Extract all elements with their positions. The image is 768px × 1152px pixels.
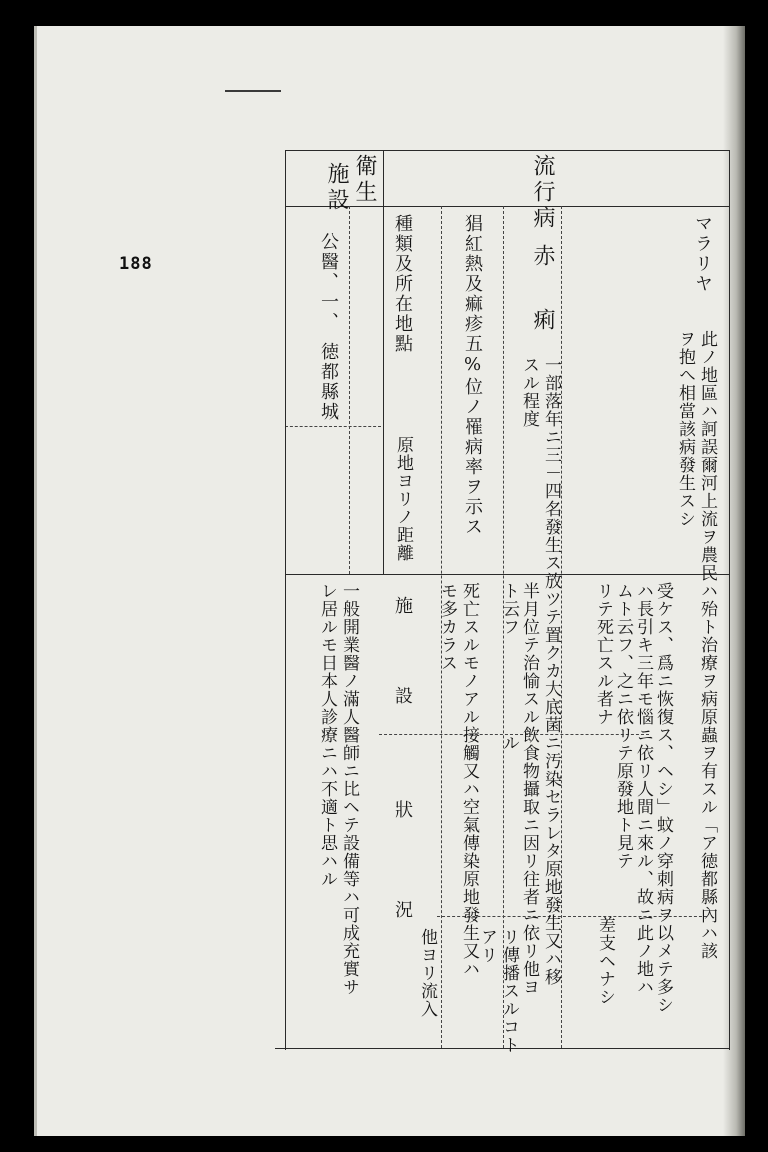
header-bottom-rule <box>285 206 729 207</box>
dysentery-text-line-5: ル <box>499 734 519 752</box>
dysentery-text-line-7: アリ <box>477 928 497 964</box>
hospital-location-rule <box>285 426 381 427</box>
page-number: 188 <box>119 254 153 274</box>
malaria-text-line-6: リテ死亡スル者ナ <box>593 582 613 726</box>
malaria-text-line-2: ヲ抱へ相當該病發生スシ <box>675 330 695 528</box>
dysentery-text-line-6: リ傳播スルコト <box>499 928 519 1054</box>
hospital-status-line-2: レ居ルモ日本人診療ニハ不適ト思ハル <box>317 582 337 888</box>
document-page <box>34 26 745 1136</box>
hospital-status-line-1: 一般開業醫ノ滿人醫師ニ比ヘテ設備等ハ可成充實サ <box>339 582 359 996</box>
facility-status-header-2: 設 <box>392 686 413 706</box>
malaria-text-line-1: 此ノ地區ハ訶誤爾河上流ヲ農民ハ殆ト治療ヲ病原蟲ヲ有スル「ア徳都縣內ハ該 <box>697 330 717 960</box>
mid-section-rule <box>285 574 729 575</box>
dysentery-text-line-1: 一部落年ニ三－四名發生ス放ツテ置クカ大底菌ニ汚染セラレタ原地發生又ハ移 <box>541 356 561 986</box>
distance-header: 原地ヨリノ距離 <box>393 436 413 562</box>
facility-status-header-4: 況 <box>392 900 413 920</box>
malaria-dysentery-divider <box>561 206 562 1048</box>
hygiene-title-1: 衛生 <box>352 154 377 206</box>
facility-status-header-1: 施 <box>392 596 413 616</box>
disease-name-red: 赤 <box>530 244 555 270</box>
scarlet-fever-text-line-2: 死亡スルモノアル接觸又ハ空氣傳染原地發生又ハ <box>459 582 479 978</box>
type-location-header: 種類及所在地點 <box>392 214 413 354</box>
malaria-text-line-5: ムト云フ、之ニ依リテ原發地ト見テ <box>613 582 633 870</box>
malaria-text-line-7: 差支ヘナシ <box>595 916 615 1006</box>
dysentery-text-line-4: ト云フ <box>499 582 519 636</box>
scarlet-fever-text-line-1: 猖紅熱及痲疹五%位ノ罹病率ヲ示ス <box>462 214 483 537</box>
hygiene-title-2: 施設 <box>324 162 349 214</box>
epidemic-title: 流行病 <box>530 154 555 232</box>
hospital-location: 徳都縣城 <box>318 342 339 422</box>
hospital-type: 公醫、一、 <box>318 232 339 332</box>
hygiene-epidemic-divider <box>383 150 384 574</box>
facility-status-header-3: 狀 <box>392 800 413 820</box>
scarlet-fever-text-line-4: 他ヨリ流入 <box>417 928 437 1018</box>
section-malaria-heading: マラリヤ <box>692 214 713 294</box>
disease-name-dysentery: 痢 <box>530 308 555 334</box>
dysentery-text-line-2: スル程度 <box>519 356 539 428</box>
hygiene-column-divider <box>349 206 350 574</box>
malaria-text-line-3: 受ケス、爲ニ恢復ス、ヘシ」蚊ノ穿刺病ヲ以メテ多シ <box>653 582 673 1014</box>
right-border <box>729 150 730 1050</box>
malaria-text-line-4: ハ長引キ三年モ惱ニ依リ人間ニ來ル、故ニ此ノ地ハ <box>633 582 653 996</box>
dysentery-text-line-3: 半月位テ治愉スル飲食物攝取ニ因リ往者ニ依リ他ヨ <box>519 582 539 996</box>
left-border <box>285 150 286 1050</box>
survey-table <box>37 26 745 1136</box>
table-top-rule <box>285 150 729 151</box>
scarlet-fever-text-line-3: モ多カラス <box>437 582 457 672</box>
